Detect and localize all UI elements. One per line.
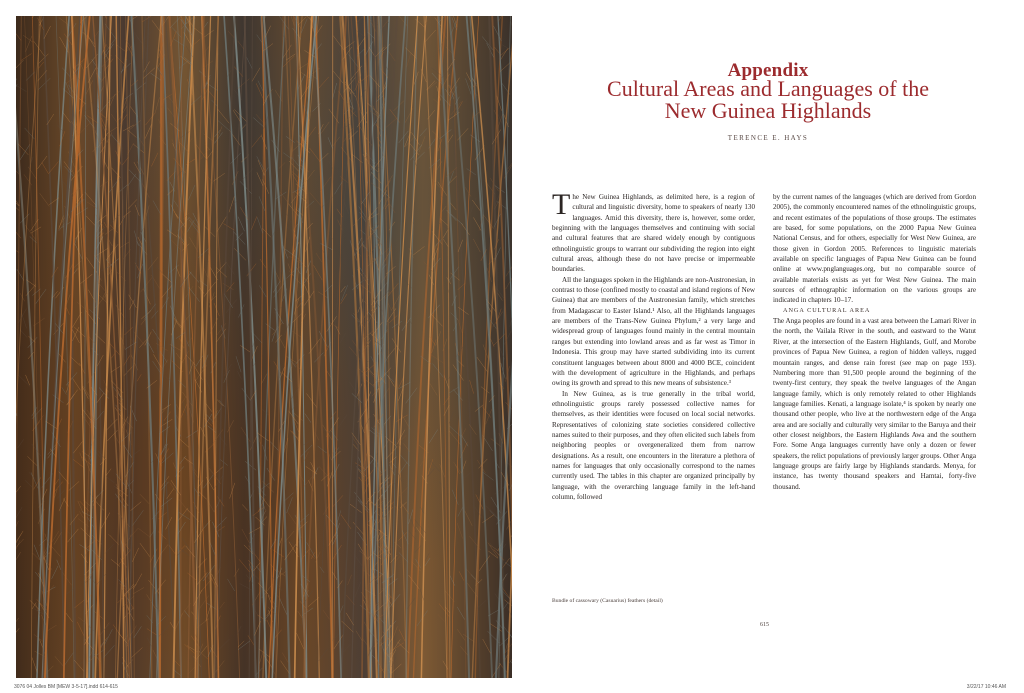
paragraph-text: he New Guinea Highlands, as delimited here, is a region of cultural and linguistic diversity, home to speakers of nearly 130 languages. Amid this diversity, there is, however, some order, beginning with the languages themselves and continuing with social and cultural features that are shared widely enough by contiguous ethnolinguistic groups to warrant our subdividing the region into eight cultural areas, although these do not have precise or impermeable boundaries. (552, 193, 755, 274)
dropcap: T (552, 188, 571, 221)
paragraph: by the current names of the languages (which are derived from Gordon 2005), the commonly encountered names of the ethnolinguistic groups, and recent estimates of the populations of those groups. The estimates are based, for some populations, on the 2000 Papua New Guinea National Census, and for others, especially for West New Guinea, are those given in Gordon 2005. References to linguistic materials available on specific languages of Papua New Guinea can be found online at www.pnglanguages.org, but no comparable source of available materials exists as yet for West New Guinea. The main sources of ethnographic information on the various groups are indicated in chapters 10–17. (773, 193, 976, 305)
feather-photo (16, 16, 512, 678)
paragraph: The Anga peoples are found in a vast area between the Lamari River in the north, the Vailala River in the south, and eastward to the Watut River, at the intersection of the Eastern Highlands, Gulf, and Morobe provinces of Papua New Guinea, a region of hidden valleys, rugged mountain ranges, and dense rain forest (see map on page 193). Numbering more than 91,500 people around the beginning of the twenty-first century, they speak the twelve languages of the Angan language family, which is only remotely related to other Highlands language families. Kenati, a language isolate,⁴ is spoken by nearly one thousand other people, who live at the northwestern edge of the Anga area and are socially and culturally very similar to the Baruya and their other closest neighbors, the Eastern Highlands Awa and the southern Fore. Some Anga languages currently have only a dozen or fewer speakers, the relict populations of previously larger groups. Other Anga language groups are fairly large by Highlands standards. Menya, for instance, has twenty thousand speakers and Hamtai, forty-five thousand. (773, 317, 976, 491)
author-name: TERENCE E. HAYS (727, 134, 809, 142)
print-slug-left: 3076 04 Jolles BM [MEW 3-5-17].indd 614-615 (14, 684, 118, 690)
title-line-2: New Guinea Highlands (664, 98, 872, 123)
page-number: 615 (760, 622, 769, 628)
text-column-right (773, 192, 976, 492)
text-column-left (552, 188, 755, 502)
paragraph: In New Guinea, as is true generally in the tribal world, ethnolinguistic groups rarely possessed collective names for themselves, as their identities were focused on local social networks. Representatives of colonizing state societies considered collective names suited to their purposes, and they often elicited such labels from neighboring peoples or overgeneralized them from narrow designations. As a result, one encounters in the literature a plethora of names for languages that only occasionally correspond to the names currently used. The tables in this chapter are organized principally by language, with the overarching language family in the left-hand column, followed (552, 389, 755, 501)
chapter-title (512, 78, 1024, 122)
title-line-1: Cultural Areas and Languages of the (607, 76, 929, 101)
appendix-label: Appendix (727, 60, 809, 81)
feather-strands (16, 16, 512, 678)
section-heading: ANGA CULTURAL AREA (783, 306, 871, 314)
paragraph: All the languages spoken in the Highlands are non-Austronesian, in contrast to those (confined mostly to coastal and island regions of New Guinea) that are members of the Austronesian family, which stretches from Madagascar to Easter Island.¹ Also, all the Highlands languages are members of the Trans-New Guinea Phylum,² a very large and widespread group of languages found mainly in the central mountain ranges but extending into lowland areas and as far west as Timor in Indonesia. This group may have started subdividing into its current constituent languages between about 8000 and 4000 BCE, coincident with the development of agriculture in the Highlands, and perhaps owing its growth and spread to this new means of subsistence.³ (552, 275, 755, 388)
paragraph (552, 188, 755, 275)
print-slug-right: 3/22/17 10:46 AM (966, 684, 1006, 690)
photo-caption: Bundle of cassowary (Casuarius) feathers (detail) (552, 598, 663, 604)
